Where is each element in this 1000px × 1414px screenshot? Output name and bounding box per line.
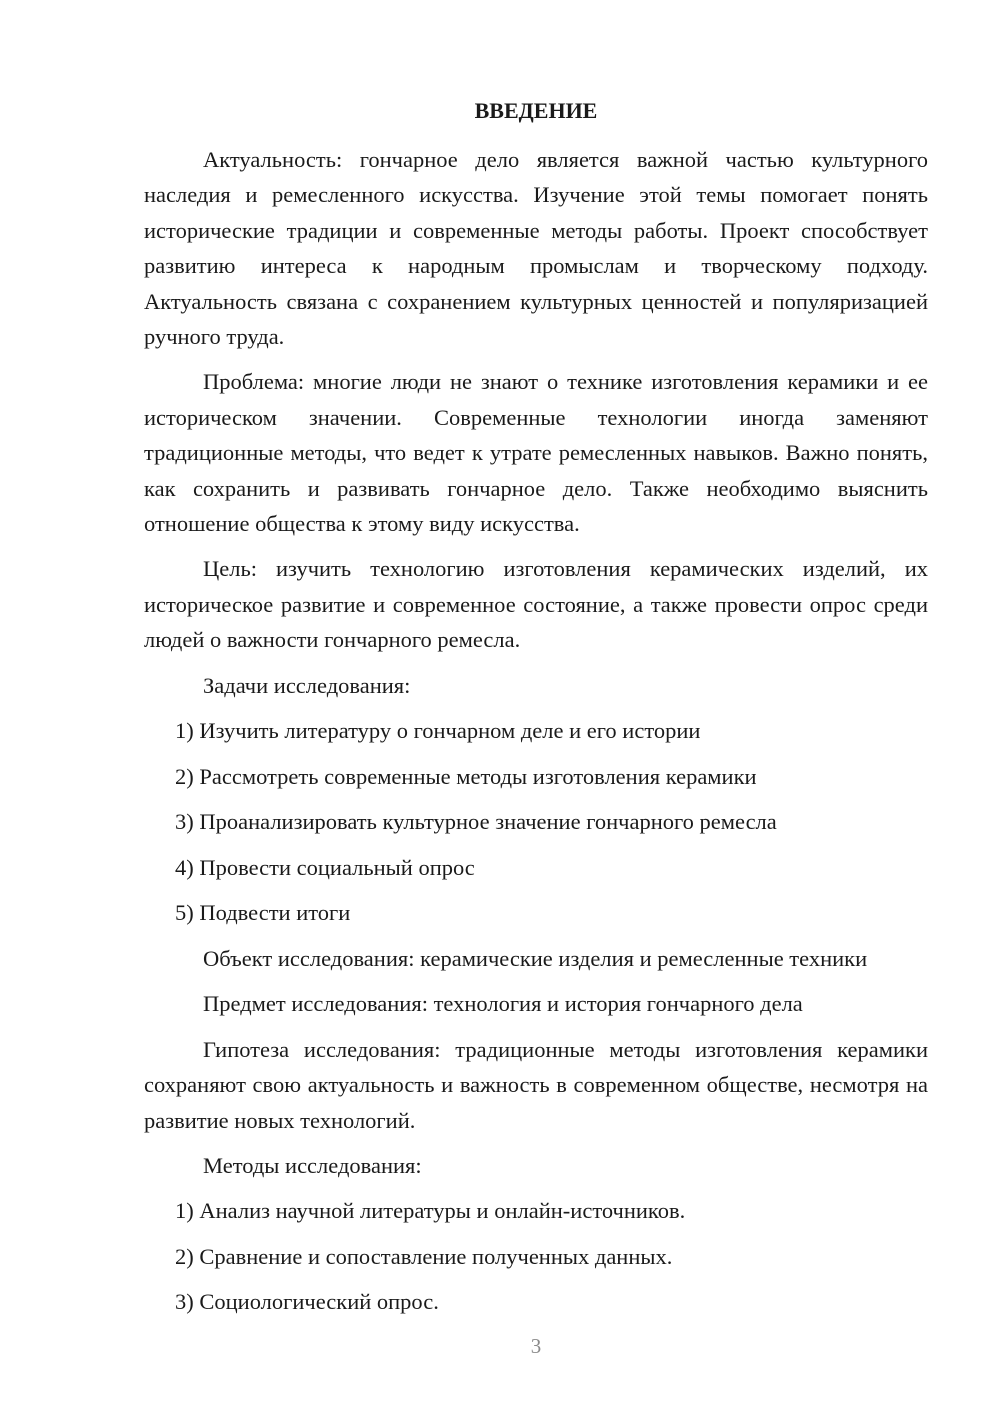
hypothesis-paragraph: Гипотеза исследования: традиционные методы изготовления керамики сохраняют свою актуальность и важность в современном обществе, несмотря на развитие новых технологий. [144, 1036, 928, 1133]
list-item: 3) Проанализировать культурное значение гончарного ремесла [175, 809, 777, 835]
list-item: 3) Социологический опрос. [175, 1289, 439, 1315]
tasks-heading: Задачи исследования: [203, 672, 411, 698]
list-item: 1) Изучить литературу о гончарном деле и его истории [175, 718, 701, 744]
subject-line: Предмет исследования: технология и история гончарного дела [203, 991, 803, 1017]
relevance-paragraph: Актуальность: гончарное дело является важной частью культурного наследия и ремесленного искусства. Изучение этой темы помогает понять исторические традиции и современные методы работы. Проект способствует развитию интереса к народным промыслам и творческому подходу. Актуальность связана с сохранением культурных ценностей и популяризацией ручного труда. [144, 147, 928, 350]
goal-paragraph: Цель: изучить технологию изготовления керамических изделий, их историческое развитие и современное состояние, а также провести опрос среди людей о важности гончарного ремесла. [144, 556, 928, 653]
list-item: 5) Подвести итоги [175, 900, 351, 926]
tasks-list [144, 713, 928, 930]
problem-paragraph: Проблема: многие люди не знают о технике изготовления керамики и ее историческом значении. Современные технологии иногда заменяют традиционные методы, что ведет к утрате ремесленных навыков. Важно понять, как сохранить и развивать гончарное дело. Также необходимо выяснить отношение общества к этому виду искусства. [144, 369, 928, 537]
methods-list [144, 1193, 928, 1319]
list-item: 2) Рассмотреть современные методы изготовления керамики [175, 763, 757, 789]
list-item: 2) Сравнение и сопоставление полученных данных. [175, 1243, 673, 1269]
list-item: 4) Провести социальный опрос [175, 854, 475, 880]
page-content [144, 94, 928, 1330]
list-item: 1) Анализ научной литературы и онлайн-источников. [175, 1198, 686, 1224]
page-number: 3 [530, 1334, 542, 1358]
methods-heading: Методы исследования: [203, 1152, 422, 1178]
section-heading: ВВЕДЕНИЕ [474, 98, 598, 123]
object-line: Объект исследования: керамические изделия и ремесленные техники [203, 945, 868, 971]
